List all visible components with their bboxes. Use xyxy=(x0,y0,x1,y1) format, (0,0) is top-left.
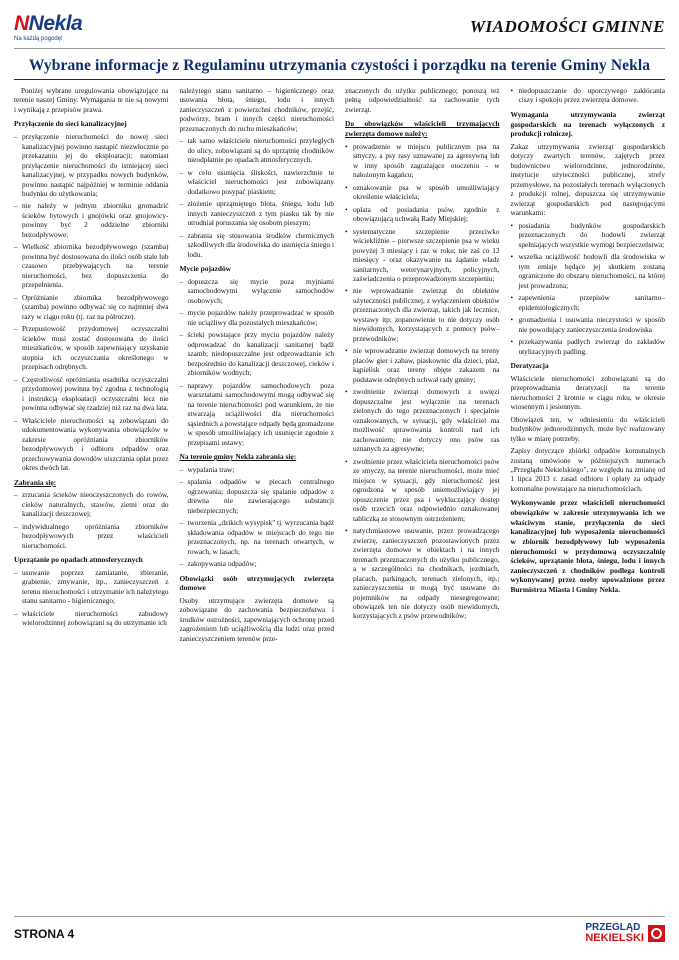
list-item: – tworzenia „dzikich wysypisk" tj. wyrzucania bądź składowania odpadów w miejscach do tego nie przeznaczonych, np. na terenach otwartych, w rowach, w lasach; xyxy=(180,518,335,556)
list-item: • nie wprowadzanie zwierząt do obiektów użyteczności publicznej, z wyłączeniem obiektów przeznaczonych dla zwierząt, takich jak lecznice, wystawy itp; zopanowienie to nie dotyczy osób niewidomych, korzystających z pomocy psów–przewodników; xyxy=(345,286,500,343)
list-vehicle-washing xyxy=(180,277,335,447)
paragraph: znaczonych do użytku publicznego; ponoszą też pełną odpowiedzialność za zachowanie tych zwierząt. xyxy=(345,86,500,114)
list-municipal-prohibitions xyxy=(180,465,335,569)
list-item: • nie wprowadzanie zwierząt domowych na tereny placów gier i zabaw, piaskownic dla dzieci, plaż, kąpielisk oraz tereny objęte zakazem na podstawie odrębnych uchwał rady gminy; xyxy=(345,346,500,384)
list-item: • zwolnienie przez właściciela nieruchomości psów ze smyczy, na terenie nieruchomości, może mieć miejsce w sytuacji, gdy nieruchomość jest ogrodzona w sposób uniemożliwiający jej opuszczenie przez psa i wykluczający dostęp osób trzecich oraz odpowiednio oznakowanej tabliczką ze stosownym ostrzeżeniem; xyxy=(345,457,500,523)
heading-snow-cleaning: Uprzątanie po opadach atmosferycznych xyxy=(14,555,143,565)
logo-accent-letter: N xyxy=(14,11,29,35)
heading-municipal-prohibitions: Na terenie gminy Nekla zabrania się: xyxy=(179,452,297,462)
list-item: • zapewnienia przepisów sanitarno–epidemiologicznych; xyxy=(511,293,666,312)
list-item: – usuwanie poprzez zamiatanie, zbieranie, grabienie, zmywanie, itp., zanieczyszczeń z terenu nieruchomości i utrzymanie ich należytego stanu sanitarno - higienicznego; xyxy=(14,568,169,606)
logo-tagline: Na każdą pogodę! xyxy=(14,35,63,42)
list-item: – zakopywania odpadów; xyxy=(180,559,335,568)
list-item: – przyłączenie nieruchomości do nowej sieci kanalizacyjnej powinno nastąpić niezwłocznie po przekazaniu jej do eksploatacji; natomiast przyłączenie nieruchomości do istniejącej sieci kanalizacyjnej, w przypadku nowych budynków, powinno nastąpić najpóźniej w terminie oddania budynku do użytkowania; xyxy=(14,132,169,198)
column-3 xyxy=(345,86,500,931)
column-4 xyxy=(511,86,666,931)
list-item: • natychmiastowe usuwanie, przez prowadzącego zwierzę, zanieczyszczeń pozostawionych przez zwierzęta domowe w obiektach i na innych terenach przeznaczonych do użytku publicznego, a w szczególności na chodnikach, jezdniach, placach, parkingach, terenach zielonych, itp.; zanieczyszczenia te mogą być usuwane do pojemników na odpady niesegregowane; obowiązek ten nie dotyczy osób niewidomych, korzystających z psów przewodników; xyxy=(345,526,500,621)
paragraph: Obowiązek ten, w odniesieniu do właścicieli budynków jednorodzinnych, może być realizowany tylko w miarę potrzeby. xyxy=(510,414,665,443)
masthead xyxy=(14,10,665,44)
list-item: – zrzucania ścieków nieoczyszczonych do rowów, cieków naturalnych, stawów, ziemi oraz do kanalizacji deszczowej; xyxy=(14,490,169,518)
list-sidewalk-rules xyxy=(180,136,335,259)
logo-rest: Nekla xyxy=(28,11,83,35)
brand-line-2: NEKIELSKI xyxy=(585,932,644,945)
logo-wordmark xyxy=(14,13,82,34)
list-item: – naprawy pojazdów samochodowych poza warsztatami samochodowymi mogą odbywać się na terenie nieruchomości pod warunkiem, że nie stwarzają uciążliwości dla nieruchomości sąsiednich a powstające odpady będą gromadzone w sposób umożliwiający ich usunięcie zgodnie z przepisami ustawy; xyxy=(180,381,335,447)
brand-logo-icon xyxy=(648,925,665,942)
heading-pet-obligations: Do obowiązków właścicieli trzymających zwierzęta domowe należy: xyxy=(345,119,500,139)
heading-pet-owner-duties: Obowiązki osób utrzymujących zwierzęta domowe xyxy=(179,573,334,593)
column-1 xyxy=(14,86,169,931)
list-item: • opłata od posiadania psów, zgodnie z obowiązującą uchwałą Rady Miejskiej; xyxy=(345,205,500,224)
list-item: – ścieki powstające przy myciu pojazdów należy odprowadzać do kanalizacji sanitarnej bądź szamb; niedopuszczalne jest odprowadzanie ich bezpośrednio do kanalizacji deszczowej, cieków i zbiorników wodnych; xyxy=(180,330,335,377)
publication-brand xyxy=(585,923,665,944)
header-divider xyxy=(14,48,665,49)
article-title: Wybrane informacje z Regulaminu utrzymania czystości i porządku na terenie Gminy Nekla xyxy=(28,57,651,74)
heading-prohibitions: Zabrania się: xyxy=(14,477,57,487)
list-item: – tak samo właściciele nieruchomości przyległych do ulicy, zobowiązani są do uprzątnię chodników nieodpłatnie po opadach atmosferycznych. xyxy=(180,136,335,164)
paragraph: Zapisy dotyczące zbiórki odpadów komunalnych zostaną omówione w późniejszych numerach „Przeglądu Nekielskiego", ze względu na zmianę od 1 lipca 2013 r. zasad odbioru i opłaty za odpady komunalne powstające na nieruchomościach. xyxy=(510,446,665,493)
list-item: – Częstotliwość opróżniania osadnika oczyszczalni przydomowej powinna być zgodna z technologią i instrukcją eksploatacji oczyszczalni lecz nie powinna odbywać się rzadziej niż raz na dwa lata. xyxy=(14,375,169,413)
closing-bold-note: Wykonywanie przez właścicieli nieruchomości obowiązków w zakresie utrzymywania ich we właściwym stanie, przyłączenia do sieci kanalizacyjnej lub wyposażenia nieruchomości w zbiornik bezodpływowy lub wyposażenia nieruchomości w przydomową oczyszczalnię ścieków, uprzątanie błota, śniegu, lodu i innych zanieczyszczeń z chodników podlega kontroli wykonywanej przez osoby upoważnione przez Burmistrza Miasta i Gminy Nekla. xyxy=(510,498,665,595)
heading-connection-to-sewer: Przyłączenie do sieci kanalizacyjnej xyxy=(14,119,127,129)
list-sewer-rules xyxy=(14,132,169,472)
list-item: – Wielkość zbiornika bezodpływowego (szamba) powinna być dostosowana do ilości osób stale lub czasowo przebywających na terenie nieruchomości, bez dopuszczenia do przepełnienia. xyxy=(14,242,169,289)
title-divider xyxy=(14,79,665,80)
list-pet-obligations xyxy=(345,142,500,621)
list-prohibitions xyxy=(14,490,169,550)
list-item: – w celu usunięcia śliskości, nawierzchnie te właściciel nieruchomości jest zobowiązany dodatkowo posypać piaskiem; xyxy=(180,168,335,196)
heading-deratization: Deratyzacja xyxy=(510,361,549,371)
list-item: – zabrania się stosowania środków chemicznych szkodliwych dla środowiska do usunięcia śniegu i lodu. xyxy=(180,231,335,259)
list-item: • oznakowanie psa w sposób umożliwiający określenie właściciela; xyxy=(345,183,500,202)
list-item: • posiadania budynków gospodarskich przeznaczonych do hodowli zwierząt spełniających wszystkie wymogi bezpieczeństwa; xyxy=(511,221,666,249)
brand-text xyxy=(585,923,644,944)
paragraph: Zakaz utrzymywania zwierząt gospodarskich dotyczy zwartych terenów, zajętych przez budownictwo wielorodzinne, jednorodzinne, instytucje użyteczności publicznej, strefy przemysłowe, na pozostałych terenach wyłączonych z produkcji rolnej, dopuszcza się utrzymywanie zwierząt gospodarskich pod następującymi warunkami: xyxy=(510,141,665,218)
list-item: • zwolnienie zwierząt domowych z uwięzi dopuszczalne jest wyłącznie na terenach zielonych do tego przeznaczonych i specjalnie oznakowanych, w sytuacji, gdy właściciel ma możliwość sprawowania kontroli nad ich zachowaniem; nie dotyczy ono psów ras uznanych za agresywne; xyxy=(345,387,500,453)
list-farm-animal-conditions xyxy=(511,221,666,356)
heading-vehicle-washing: Mycie pojazdów xyxy=(179,264,232,274)
publication-logo xyxy=(14,13,82,42)
list-item: – Właściciele nieruchomości są zobowiązani do udokumentowania wykonywania obowiązków w zakresie opróżniania zbiorników bezodpływowych i odbioru odpadów oraz przechowywania dowodów uiszczania opłat przez okres dwóch lat. xyxy=(14,416,169,473)
section-title: WIADOMOŚCI GMINNE xyxy=(469,17,665,36)
list-item: • przekazywania padłych zwierząt do zakładów utylizacyjnych padling. xyxy=(511,337,666,356)
list-item: • wszelka uciążliwość hodowli dla środowiska w tym emisje będące jej skutkiem zostaną ograniczone do obszaru nieruchomości, na której jest prowadzona; xyxy=(511,252,666,290)
page-number: STRONA 4 xyxy=(14,926,75,941)
heading-farm-animals: Wymagania utrzymywania zwierząt gospodarskich na terenach wyłączonych z produkcji rolniczej. xyxy=(510,109,665,139)
paragraph: Właściciele nieruchomości zobowiązani są do przeprowadzania deratyzacji na terenie nieruchomości 2 krotnie w ciągu roku, w okresie wiosennym i jesiennym. xyxy=(510,373,665,412)
paragraph: Osoby utrzymujące zwierzęta domowe są zobowiązane do zachowania bezpieczeństwa i środków ostrożności, zapewniających ochronę przed zagrożeniem lub uciążliwością dla ludzi oraz przed zanieczyszczeniem terenów prze- xyxy=(179,595,334,643)
list-item: – wypalania traw; xyxy=(180,465,335,474)
list-item: • prowadzenie w miejscu publicznym psa na smyczy, a psy rasy uznawanej za agresywną lub w inny sposób zagrażające otoczeniu - w nałożonym kagańcu; xyxy=(345,142,500,180)
list-item: – spalania odpadów w piecach centralnego ogrzewania; dopuszcza się spalanie odpadów z drewna nie zawierającego substancji niebezpiecznych; xyxy=(180,477,335,515)
list-item: – nie należy w jednym zbiorniku gromadzić ścieków bytowych i gnojówki oraz gnojowicy- powinny być 2 oddzielne zbiorniki bezodpływowe; xyxy=(14,201,169,239)
list-item: • systematyczne szczepienie przeciwko wściekliźnie – pierwsze szczepienie psa w wieku powyżej 3 miesiący i raz w roku; nie zaś co 12 miesięcy - oraz okazywanie na żądanie władz sanitarnych, weterynaryjnych, policyjnych, zaświadczenia o przeprowadzonym szczepieniu; xyxy=(345,227,500,284)
brand-line-1: PRZEGLĄD xyxy=(585,922,641,933)
column-2 xyxy=(180,86,335,931)
list-item: – indywidualnego opróżniania zbiorników bezodpływowych przez właścicieli nieruchomości. xyxy=(14,522,169,550)
list-item: – złożenie uprzątniętego błota, śniegu, lodu lub innych zanieczyszczeń z tym piasku tak by nie utrudniał poruszania się osobom pieszym; xyxy=(180,199,335,227)
page-footer xyxy=(14,916,665,950)
list-item: • gromadzenia i usuwania nieczystości w sposób nie powodujący zanieczyszczenia środowiska xyxy=(511,315,666,334)
article-columns xyxy=(14,86,665,931)
paragraph: należytego stanu sanitarno – higienicznego oraz usuwania błota, śniegu, lodu i innych zanieczyszczeń z powierzchni chodników, przejść, podwórzy, bram i innych części nieruchomości przeznaczonych do ruchu mieszkańców; xyxy=(179,86,334,133)
list-item: • niedopuszczanie do uporczywego zakłócania ciszy i spokoju przez zwierzęta domowe. xyxy=(511,86,666,105)
list-item: – Opróżnianie zbiornika bezodpływowego (szamba) powinno odbywać się co najmniej dwa razy w ciągu roku (tj. raz na półrocze). xyxy=(14,293,169,321)
list-item: – właściciele nieruchomości zabudowy wielorodzinnej zobowiązani są do utrzymanie ich xyxy=(14,609,169,628)
list-item: – mycie pojazdów należy przeprowadzać w sposób nie uciążliwy dla pozostałych mieszkańców; xyxy=(180,308,335,327)
paragraph: Poniżej wybrane uregulowania obowiązujące na terenie naszej Gminy. Wymagania te nie są nowymi i wynikają z przepisów prawa. xyxy=(14,86,169,114)
list-item: – dopuszcza się mycie poza myjniami samochodowymi wyłącznie samochodów osobowych; xyxy=(180,277,335,305)
list-snow-cleaning xyxy=(14,568,169,628)
list-pet-obligations-cont xyxy=(511,86,666,105)
list-item: – Przepustowość przydomowej oczyszczalni ścieków musi zostać dostosowana do ilości mieszkańców, w sposób zapewniający uzyskanie stopnia ich oczyszczania określonego w przepisach odrębnych. xyxy=(14,324,169,371)
